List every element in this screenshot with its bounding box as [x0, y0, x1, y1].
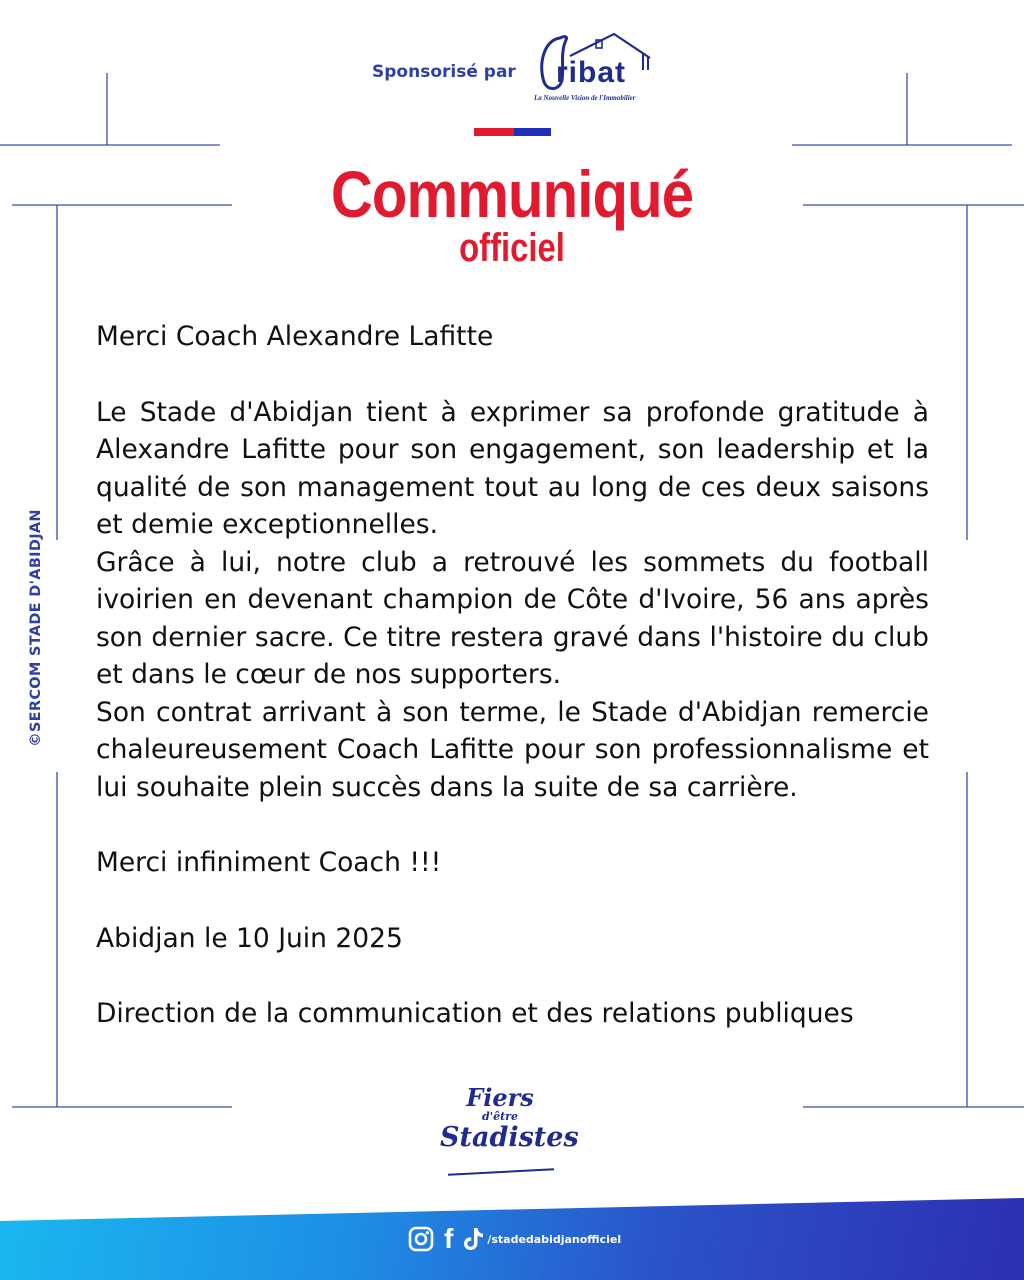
flag-blue-segment	[514, 128, 551, 136]
body-date-line: Abidjan le 10 Juin 2025	[96, 922, 403, 954]
facebook-icon[interactable]: f	[444, 1223, 454, 1254]
flag-bar	[474, 128, 551, 136]
body-paragraph-3: Son contrat arrivant à son terme, le Stade d'Abidjan remercie chaleureusement Coach Lafitte pour son professionnalisme et lui souhaite plein succès dans la suite de sa carrière.	[96, 696, 929, 803]
logo-tagline: La Nouvelle Vision de l'Immobilier	[534, 94, 636, 102]
page-title: Communiqué	[330, 157, 694, 231]
tiktok-icon[interactable]	[461, 1226, 485, 1252]
communique-body	[96, 318, 929, 1033]
body-paragraph-2: Grâce à lui, notre club a retrouvé les sommets du football ivoirien en devenant champion de Côte d'Ivoire, 56 ans après son dernier sacre. Ce titre restera gravé dans l'histoire du club et dans le cœur de nos supporters.	[96, 546, 929, 690]
social-handle[interactable]: /stadedabidjanofficiel	[487, 1232, 622, 1246]
social-links	[408, 1224, 621, 1254]
sponsor-header	[372, 30, 672, 110]
instagram-icon[interactable]	[408, 1226, 434, 1252]
page-subtitle: officiel	[459, 226, 565, 270]
flag-red-segment	[474, 128, 514, 136]
slogan-line-3: Stadistes	[440, 1122, 579, 1153]
oribat-logo	[530, 30, 670, 108]
copyright-text: ©SERCOM STADE D'ABIDJAN	[28, 509, 44, 747]
slogan-underline	[448, 1168, 554, 1176]
sponsor-label: Sponsorisé par	[372, 62, 516, 82]
body-paragraph-1: Le Stade d'Abidjan tient à exprimer sa profonde gratitude à Alexandre Lafitte pour son engagement, son leadership et la qualité de son management tout au long de ces deux saisons et demie exceptionnelles.	[96, 396, 929, 540]
slogan-line-2: d'être	[482, 1110, 518, 1123]
body-heading: Merci Coach Alexandre Lafitte	[96, 321, 494, 352]
slogan	[440, 1083, 579, 1180]
slogan-line-1: Fiers	[466, 1083, 534, 1112]
body-thanks: Merci infiniment Coach !!!	[96, 847, 442, 878]
body-signature: Direction de la communication et des relations publiques	[96, 998, 854, 1029]
logo-wordmark: ribat	[556, 56, 627, 89]
